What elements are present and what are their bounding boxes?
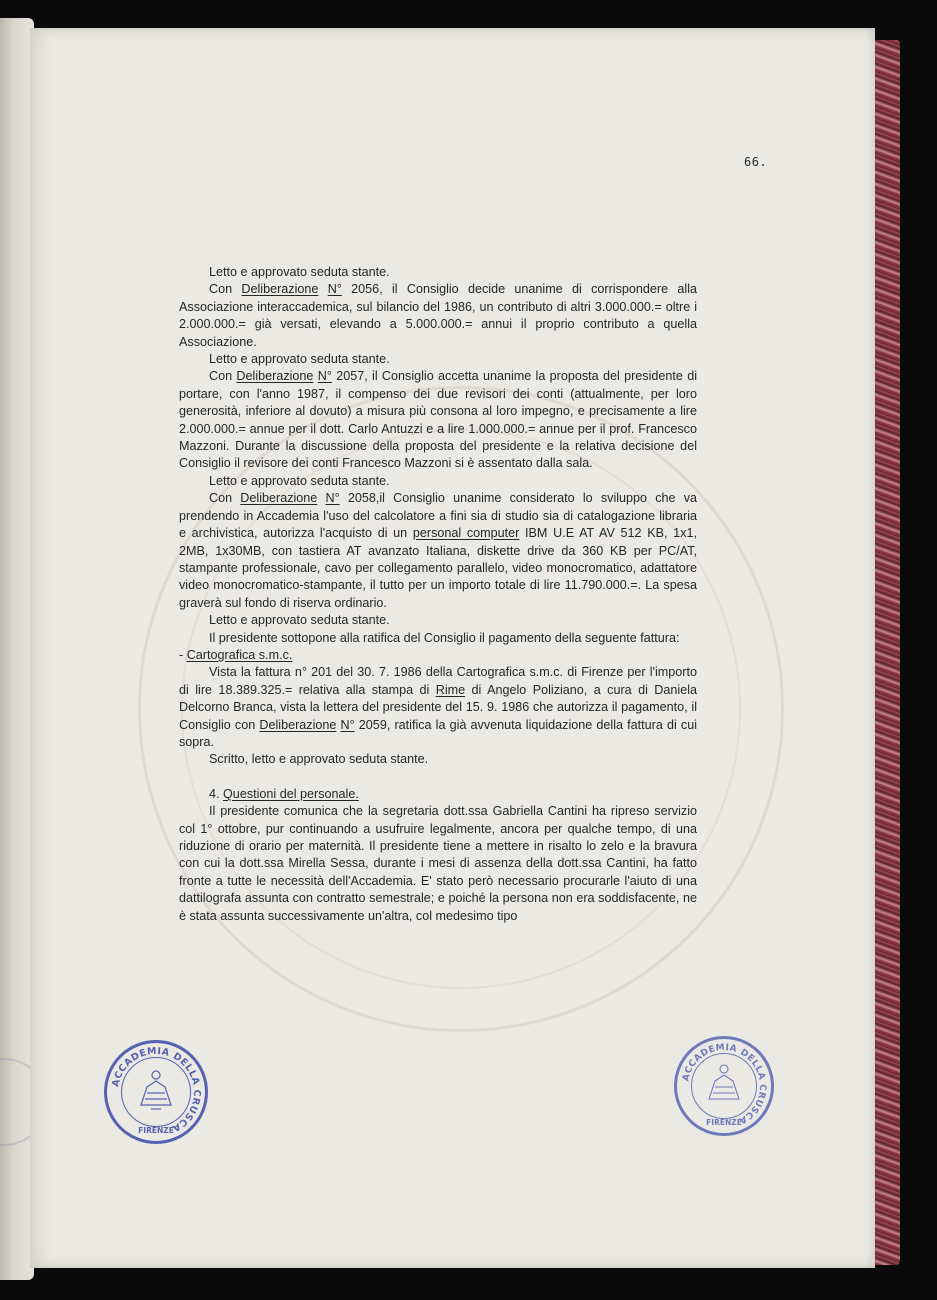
underlined-text: N° — [327, 282, 342, 297]
book-binding — [872, 40, 900, 1265]
underlined-text: Deliberazione — [259, 717, 337, 732]
text-run: Con — [209, 491, 241, 506]
paragraph: Letto e approvato seduta stante. — [209, 613, 390, 628]
paragraph: Scritto, letto e approvato seduta stante. — [209, 752, 429, 767]
paragraph: Il presidente sottopone alla ratifica del Consiglio il pagamento della seguente fattura: — [209, 630, 680, 645]
paragraph: Letto e approvato seduta stante. — [209, 352, 390, 367]
text-run — [318, 282, 327, 296]
underlined-text: Cartografica s.m.c. — [186, 647, 293, 662]
paragraph — [179, 281, 697, 351]
underlined-text: Questioni del personale. — [223, 786, 359, 801]
paragraph — [179, 368, 697, 472]
text-run: IBM U.E AT AV 512 KB, 1x1, 2MB, 1x30MB, con tastiera AT avanzato Italiana, diskette drive da 360 KB per PC/AT, stampante professionale, cavo per collegamento parallelo, video monocromatico, adattatore video monocromatico-stampante, il tutto per un importo totale di lire 11.790.000.=. La spesa graverà sul fondo di riserva ordinario. — [179, 526, 697, 610]
underlined-text: N° — [317, 369, 332, 384]
stamp-seal-icon — [107, 1043, 205, 1141]
text-run: di Angelo Poliziano, a cura di Daniela Delcorno Branca, vista la lettera del presidente del 15. 9. 1986 che autorizza il pagamento, il Consiglio con — [179, 682, 698, 732]
underlined-text: N° — [340, 717, 355, 732]
paragraph — [179, 490, 697, 612]
underlined-text: N° — [325, 491, 340, 506]
text-run: Con — [209, 282, 242, 297]
adjacent-page-edge — [0, 18, 34, 1280]
paragraph — [179, 786, 697, 803]
stamp-bottom-text: FIRENZE — [138, 1126, 174, 1135]
academy-stamp-left — [104, 1040, 208, 1144]
text-run: 4. — [209, 786, 224, 801]
paragraph — [179, 647, 697, 664]
paragraph — [179, 664, 697, 751]
minutes-text — [179, 264, 697, 925]
svg-text:ACCADEMIA DELLA CRUSCA — [681, 1043, 767, 1126]
academy-stamp-right — [674, 1036, 774, 1136]
paragraph: Letto e approvato seduta stante. — [209, 265, 390, 279]
svg-text:ACCADEMIA DELLA CRUSCA — [110, 1046, 202, 1134]
text-run: - — [179, 647, 187, 662]
stamp-seal-icon — [677, 1039, 771, 1133]
text-run: 2059, ratifica la già avvenuta liquidazione della fattura di cui sopra. — [179, 717, 698, 749]
text-run: 2057, il Consiglio accetta unanime la proposta del presidente di portare, con l'anno 1987, il compenso dei due revisori dei conti (attualmente, per loro generosità, inferiore al dovuto) a misura più consona al loro impegno, e precisamente a lire 2.000.000.= annue per il dott. Carlo Antuzzi e a lire 1.000.000.= annue per il prof. Francesco Mazzoni. Durante la discussione della proposta del presidente e la relativa decisione del Consiglio il revisore dei conti Francesco Mazzoni si è assentato dalla sala. — [179, 369, 698, 471]
underlined-text: Deliberazione — [236, 369, 314, 384]
underlined-text: Deliberazione — [241, 282, 319, 297]
text-run: 2058,il Consiglio unanime considerato lo sviluppo che va prendendo in Accademia l'uso del calcolatore a fini sia di studio sia di catalogazione libraria e archivistica, autorizza l'acquisto di un — [179, 491, 698, 541]
stamp-ring-text: ACCADEMIA DELLA CRUSCA — [681, 1042, 768, 1126]
paragraph: Il presidente comunica che la segretaria dott.ssa Gabriella Cantini ha ripreso servizio col 1° ottobre, pur continuando a usufruire legalmente, ancora per qualche tempo, di una riduzione di orario per maternità. Il presidente tiene a mettere in risalto lo zelo e la bravura con cui la dott.ssa Mirella Sessa, durante i mesi di assenza della dott.ssa Cantini, ha fatto fronte a tutte le necessità dell'Accademia. E' stato però necessario procurarle l'aiuto di una dattilografa assunta con contratto semestrale; e poiché la persona non era soddisfacente, ne è stata assunta successivamente un'altra, col medesimo tipo — [179, 804, 697, 923]
underlined-text: Rime — [435, 682, 466, 697]
text-run: Con — [209, 369, 237, 384]
text-run: Vista la fattura n° 201 del 30. 7. 1986 della Cartografica s.m.c. di Firenze per l'importo di lire 18.389.325.= relativa alla stampa di — [179, 665, 697, 697]
underlined-text: personal computer — [412, 526, 520, 541]
stamp-bottom-text: FIRENZE — [706, 1118, 742, 1127]
text-run: 2056, il Consiglio decide unanime di corrispondere alla Associazione interaccademica, sul bilancio del 1986, un contributo di altri 3.000.000.= oltre i 2.000.000.= già versati, elevando a 5.000.000.= annui il proprio contributo a quella Associazione. — [179, 282, 698, 349]
text-run — [317, 491, 325, 505]
page-number: 66. — [744, 155, 768, 169]
stamp-ring-text: ACCADEMIA DELLA CRUSCA — [110, 1045, 203, 1134]
underlined-text: Deliberazione — [240, 491, 318, 506]
paragraph: Letto e approvato seduta stante. — [209, 473, 390, 488]
